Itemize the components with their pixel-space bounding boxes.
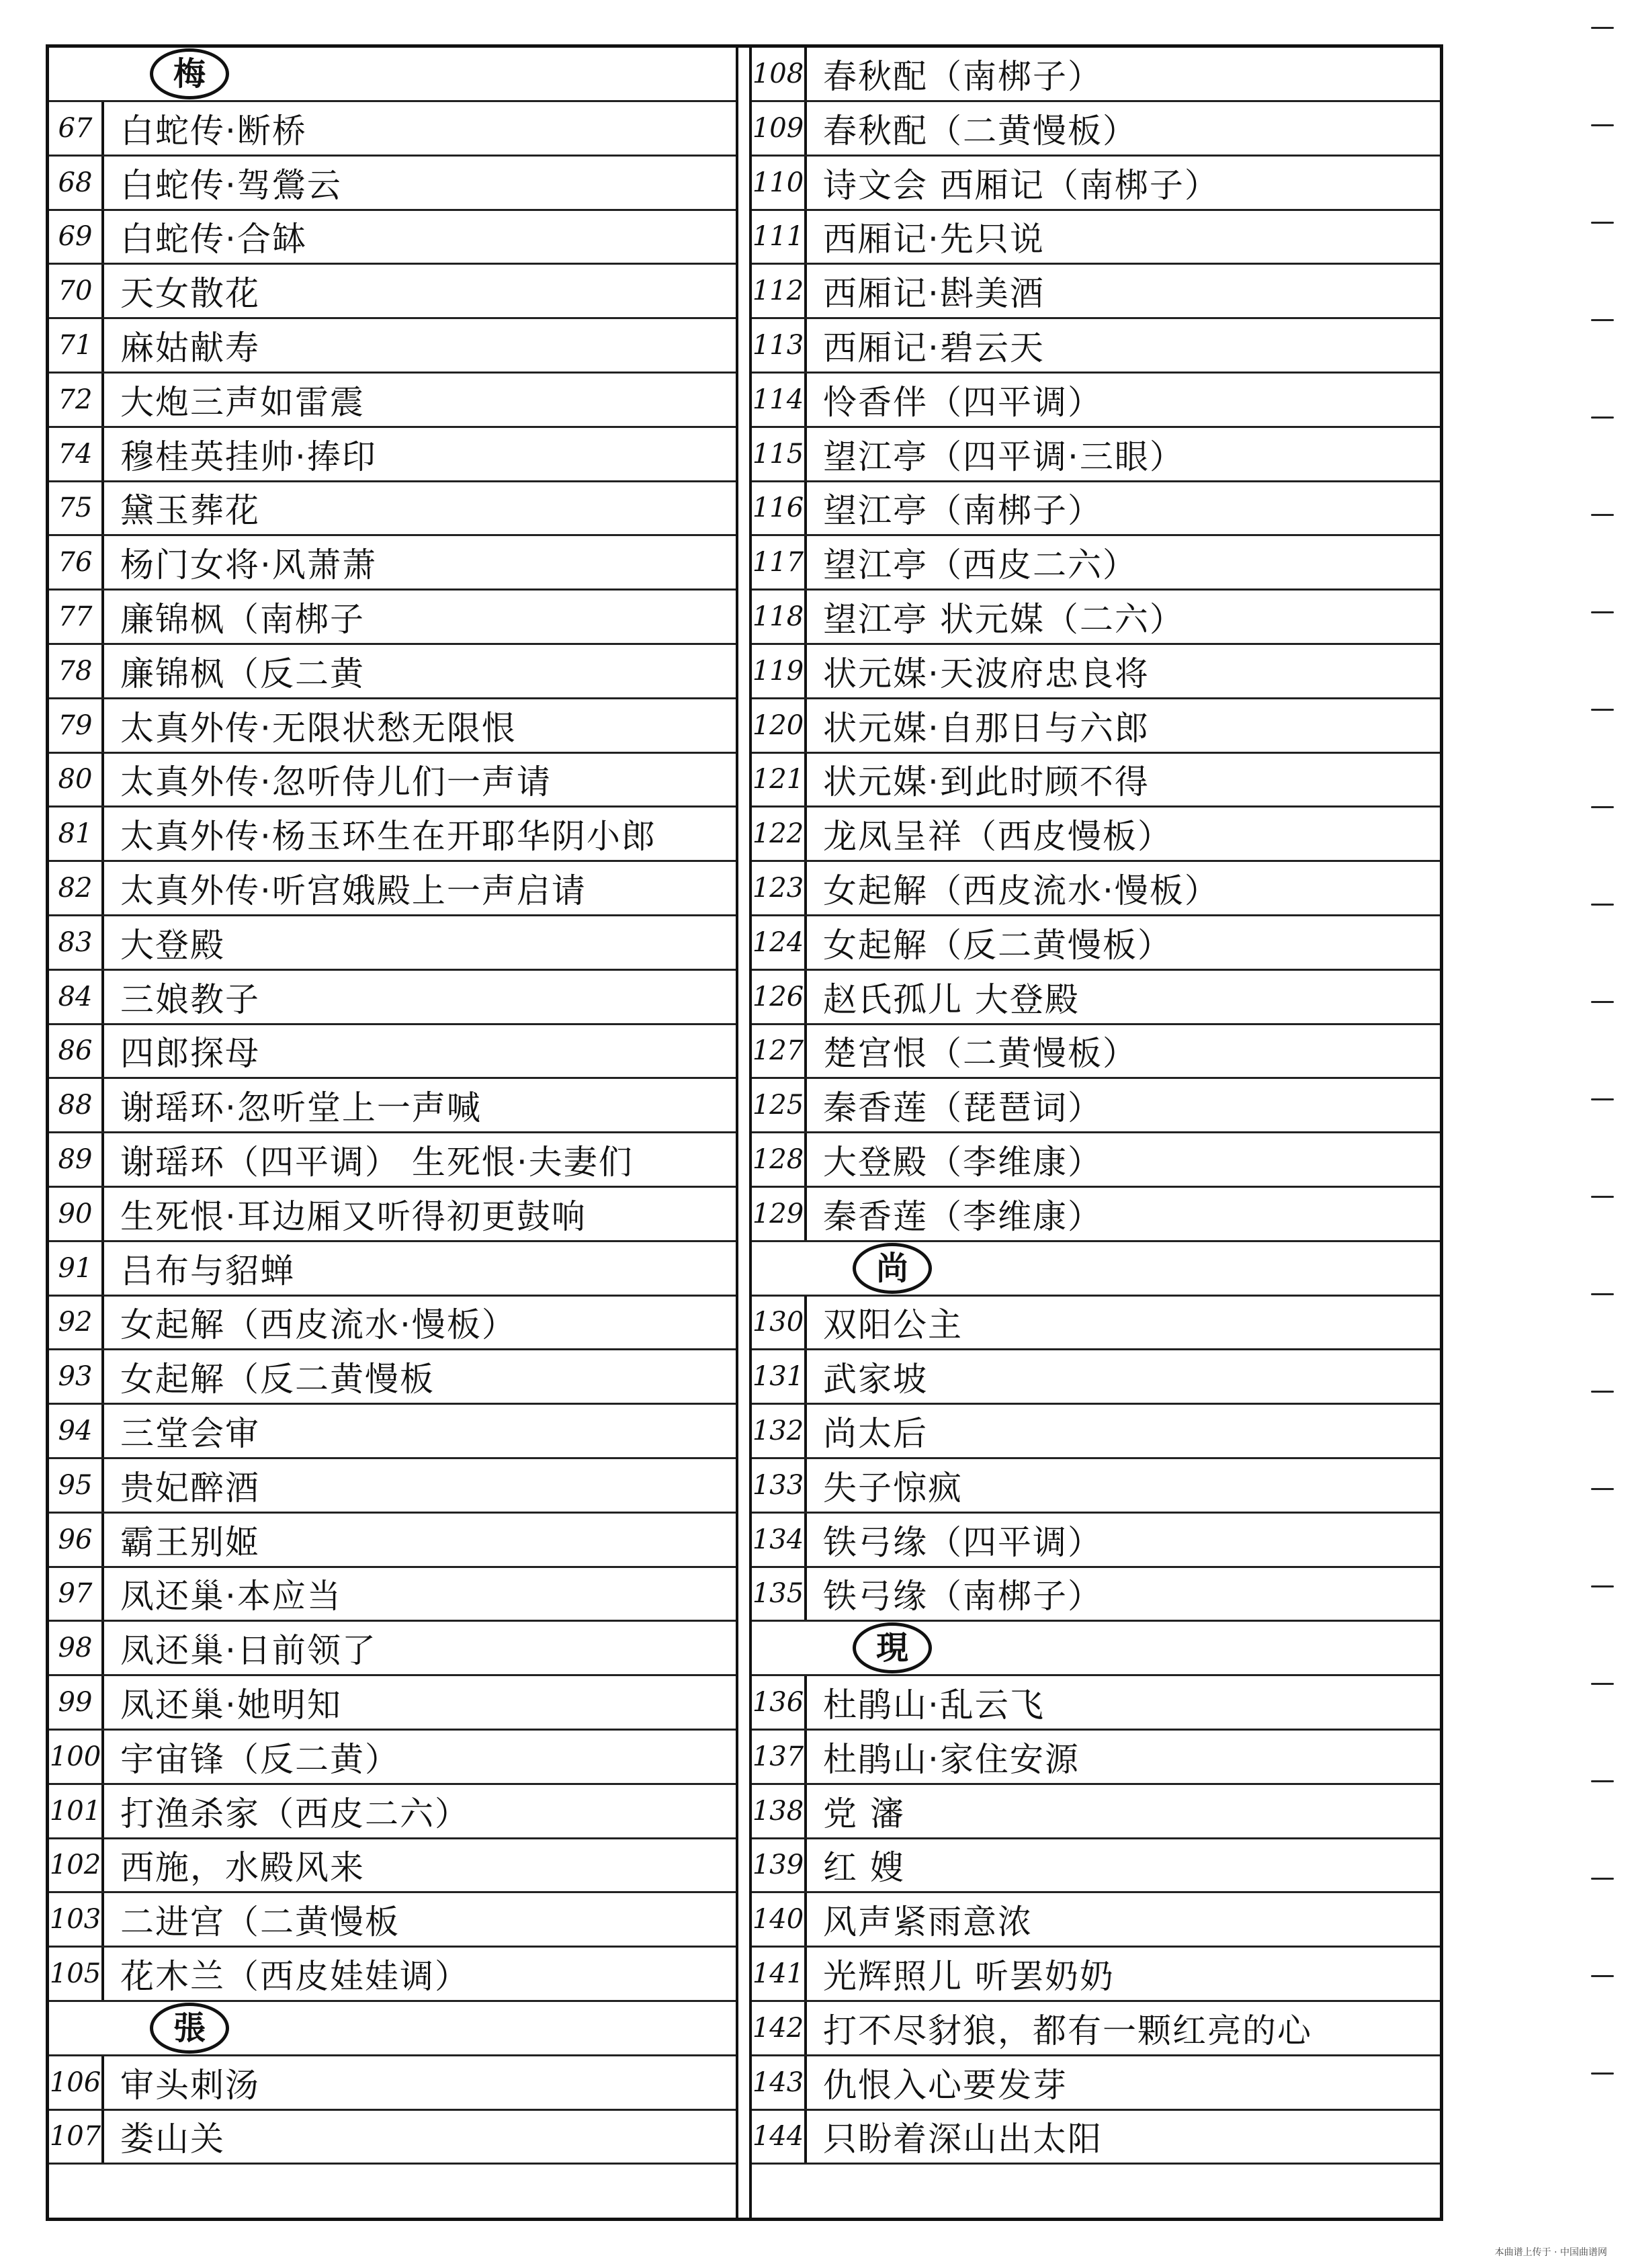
- row-title: 只盼着深山出太阳: [823, 2120, 1103, 2159]
- row-title: 西厢记·先只说: [823, 220, 1045, 259]
- margin-tick: [1591, 1683, 1614, 1685]
- row-title: 女起解（反二黄慢板）: [823, 925, 1172, 965]
- row-number: 129: [752, 1188, 807, 1240]
- table-row: [752, 1079, 1440, 1133]
- margin-tick: [1591, 611, 1614, 613]
- table-row: [752, 1839, 1440, 1893]
- row-number: 80: [49, 753, 104, 805]
- row-title: 三堂会审: [120, 1414, 260, 1453]
- table-row: [752, 210, 1440, 265]
- margin-tick: [1591, 1098, 1614, 1100]
- row-number: 75: [49, 482, 104, 534]
- row-title: 凤还巢·日前领了: [120, 1631, 377, 1671]
- row-number: 142: [752, 2002, 807, 2054]
- row-title: 太真外传·无限状愁无限恨: [120, 708, 517, 748]
- row-title: 怜香伴（四平调）: [823, 382, 1103, 422]
- row-number: 78: [49, 645, 104, 697]
- section-header: [49, 48, 736, 102]
- row-number: 130: [752, 1296, 807, 1348]
- table-row: [49, 1731, 736, 1785]
- row-number: 84: [49, 971, 104, 1023]
- row-title: 娄山关: [120, 2120, 225, 2159]
- row-title: 春秋配（南梆子）: [823, 57, 1103, 96]
- row-title: 铁弓缘（南梆子）: [823, 1577, 1103, 1616]
- row-number: 76: [49, 536, 104, 588]
- row-number: 91: [49, 1242, 104, 1295]
- section-header: [752, 1242, 1440, 1297]
- margin-tick: [1591, 1878, 1614, 1880]
- row-title: 太真外传·忽听侍儿们一声请: [120, 762, 552, 802]
- table-row: [49, 1350, 736, 1405]
- table-row: [752, 48, 1440, 102]
- row-title: 女起解（西皮流水·慢板）: [823, 871, 1219, 910]
- row-number: 82: [49, 862, 104, 914]
- row-number: 126: [752, 971, 807, 1023]
- table-row: [49, 1893, 736, 1948]
- row-title: 谢瑶环·忽听堂上一声喊: [120, 1088, 482, 1128]
- row-number: 90: [49, 1188, 104, 1240]
- row-number: 113: [752, 319, 807, 372]
- table-row: [49, 1785, 736, 1839]
- row-number: 128: [752, 1133, 807, 1186]
- table-row: [752, 536, 1440, 591]
- row-title: 春秋配（二黄慢板）: [823, 111, 1137, 150]
- margin-tick: [1591, 417, 1614, 419]
- table-row: [752, 1350, 1440, 1405]
- table-row: [752, 2002, 1440, 2056]
- section-header: [752, 1622, 1440, 1676]
- row-title: 女起解（反二黄慢板: [120, 1360, 435, 1399]
- table-row: [752, 1893, 1440, 1948]
- table-row: [49, 374, 736, 428]
- row-title: 麻姑献寿: [120, 329, 260, 367]
- margin-tick: [1591, 806, 1614, 808]
- table-row: [49, 210, 736, 265]
- section-label: 尚: [853, 1243, 932, 1294]
- table-row: [49, 591, 736, 645]
- table-row: [752, 862, 1440, 916]
- row-number: 136: [752, 1676, 807, 1729]
- table-row: [49, 1296, 736, 1350]
- row-title: 贵妃醉酒: [120, 1468, 260, 1508]
- row-title: 大登殿: [120, 925, 225, 965]
- row-number: 143: [752, 2056, 807, 2109]
- row-title: 霸王别姬: [120, 1522, 260, 1562]
- row-number: 105: [49, 1948, 104, 2000]
- table-row: [752, 1567, 1440, 1622]
- row-number: 131: [752, 1350, 807, 1403]
- row-number: 95: [49, 1459, 104, 1512]
- row-title: 西厢记·斟美酒: [823, 274, 1045, 314]
- table-row: [49, 2110, 736, 2165]
- row-number: 92: [49, 1296, 104, 1348]
- row-number: 72: [49, 374, 104, 426]
- row-number: 88: [49, 1079, 104, 1131]
- row-number: 122: [752, 808, 807, 860]
- margin-tick: [1591, 2073, 1614, 2075]
- row-title: 状元媒·天波府忠良将: [823, 654, 1150, 693]
- row-title: 党 瀋: [823, 1794, 905, 1833]
- footer-credit: 本曲谱上传于 · 中国曲谱网: [1494, 2247, 1607, 2258]
- row-title: 太真外传·杨玉环生在开耶华阴小郎: [120, 817, 656, 857]
- repertoire-table: [46, 44, 1443, 2221]
- table-row: [49, 1079, 736, 1133]
- row-title: 打不尽豺狼，都有一颗红亮的心: [823, 2011, 1312, 2050]
- row-title: 杨门女将·风萧萧: [120, 546, 377, 585]
- row-number: 106: [49, 2056, 104, 2109]
- table-row: [49, 482, 736, 536]
- table-row: [752, 1948, 1440, 2002]
- row-number: 132: [752, 1405, 807, 1457]
- row-title: 西厢记·碧云天: [823, 329, 1045, 367]
- row-number: 74: [49, 428, 104, 480]
- row-number: 117: [752, 536, 807, 588]
- row-title: 风声紧雨意浓: [823, 1903, 1033, 1942]
- table-row: [752, 2110, 1440, 2165]
- table-row: [49, 2056, 736, 2111]
- row-title: 武家坡: [823, 1360, 928, 1399]
- table-row: [752, 916, 1440, 971]
- row-number: 115: [752, 428, 807, 480]
- row-title: 太真外传·听宫娥殿上一声启请: [120, 871, 587, 910]
- margin-tick: [1591, 904, 1614, 906]
- table-row: [752, 1514, 1440, 1568]
- table-row: [752, 1405, 1440, 1459]
- row-number: 137: [752, 1731, 807, 1783]
- row-title: 尚太后: [823, 1414, 928, 1453]
- row-number: 79: [49, 699, 104, 752]
- row-title: 杜鹃山·家住安源: [823, 1739, 1080, 1779]
- margin-tick: [1591, 124, 1614, 126]
- row-title: 宇宙锋（反二黄）: [120, 1739, 400, 1779]
- margin-tick: [1591, 1488, 1614, 1490]
- margin-tick: [1591, 1585, 1614, 1587]
- row-number: 118: [752, 591, 807, 643]
- row-title: 秦香莲（李维康）: [823, 1196, 1103, 1236]
- table-row: [752, 1024, 1440, 1079]
- row-title: 双阳公主: [823, 1305, 963, 1345]
- row-number: 123: [752, 862, 807, 914]
- table-row: [49, 1567, 736, 1622]
- row-title: 状元媒·自那日与六郎: [823, 708, 1150, 748]
- margin-tick: [1591, 222, 1614, 224]
- section-label: 現: [853, 1622, 932, 1673]
- row-title: 白蛇传·断桥: [120, 111, 307, 150]
- row-title: 龙凤呈祥（西皮慢板）: [823, 817, 1172, 857]
- table-row: [49, 1948, 736, 2002]
- table-row: [49, 862, 736, 916]
- row-number: 96: [49, 1514, 104, 1566]
- row-title: 白蛇传·驾鶯云: [120, 165, 342, 205]
- row-title: 廉锦枫（反二黄: [120, 654, 365, 693]
- row-number: 100: [49, 1731, 104, 1783]
- table-row: [752, 1676, 1440, 1731]
- table-row: [752, 2056, 1440, 2111]
- table-row: [752, 1785, 1440, 1839]
- table-row: [752, 971, 1440, 1025]
- table-row: [752, 157, 1440, 211]
- row-number: 124: [752, 916, 807, 969]
- table-row: [49, 808, 736, 862]
- section-header: [49, 2002, 736, 2056]
- row-number: 108: [752, 48, 807, 100]
- row-title: 望江亭（西皮二六）: [823, 546, 1137, 585]
- table-row: [752, 482, 1440, 536]
- row-number: 110: [752, 157, 807, 209]
- row-title: 穆桂英挂帅·捧印: [120, 437, 377, 476]
- margin-tick: [1591, 27, 1614, 29]
- left-column: [49, 48, 738, 2218]
- row-number: 127: [752, 1024, 807, 1077]
- row-title: 秦香莲（琵琶词）: [823, 1088, 1103, 1128]
- row-title: 西施，水殿风来: [120, 1848, 365, 1888]
- row-number: 103: [49, 1893, 104, 1946]
- row-title: 凤还巢·她明知: [120, 1686, 342, 1725]
- margin-tick: [1591, 514, 1614, 516]
- table-row: [49, 753, 736, 808]
- row-title: 廉锦枫（南梆子: [120, 600, 365, 639]
- row-title: 凤还巢·本应当: [120, 1577, 342, 1616]
- table-row: [752, 1296, 1440, 1350]
- table-row: [752, 319, 1440, 374]
- row-number: 77: [49, 591, 104, 643]
- table-row: [49, 971, 736, 1025]
- row-number: 89: [49, 1133, 104, 1186]
- row-title: 大炮三声如雷震: [120, 382, 365, 422]
- row-number: 71: [49, 319, 104, 372]
- row-number: 69: [49, 210, 104, 263]
- row-title: 红 嫂: [823, 1848, 905, 1888]
- row-number: 141: [752, 1948, 807, 2000]
- table-row: [752, 808, 1440, 862]
- table-row: [752, 1459, 1440, 1514]
- table-row: [49, 1459, 736, 1514]
- row-title: 赵氏孤儿 大登殿: [823, 979, 1080, 1019]
- table-row: [49, 1514, 736, 1568]
- row-title: 诗文会 西厢记（南梆子）: [823, 165, 1219, 205]
- table-row: [752, 645, 1440, 699]
- row-number: 135: [752, 1567, 807, 1620]
- row-number: 67: [49, 102, 104, 155]
- row-number: 101: [49, 1785, 104, 1837]
- row-title: 审头刺汤: [120, 2065, 260, 2105]
- row-title: 望江亭（南梆子）: [823, 491, 1103, 531]
- row-title: 打渔杀家（西皮二六）: [120, 1794, 470, 1833]
- table-row: [49, 428, 736, 482]
- table-row: [49, 319, 736, 374]
- table-row: [752, 102, 1440, 157]
- margin-tick: [1591, 1391, 1614, 1393]
- margin-tick: [1591, 319, 1614, 321]
- table-row: [49, 1024, 736, 1079]
- row-number: 86: [49, 1024, 104, 1077]
- row-number: 114: [752, 374, 807, 426]
- table-row: [49, 1622, 736, 1676]
- margin-tick: [1591, 1196, 1614, 1198]
- right-column: [749, 48, 1440, 2218]
- table-row: [49, 1676, 736, 1731]
- row-number: 107: [49, 2110, 104, 2163]
- table-row: [752, 753, 1440, 808]
- margin-tick: [1591, 1001, 1614, 1003]
- margin-tick: [1591, 1780, 1614, 1782]
- row-number: 70: [49, 265, 104, 317]
- row-number: 109: [752, 102, 807, 155]
- table-row: [752, 591, 1440, 645]
- margin-tick: [1591, 709, 1614, 711]
- row-number: 81: [49, 808, 104, 860]
- row-number: 93: [49, 1350, 104, 1403]
- table-row: [49, 157, 736, 211]
- row-title: 望江亭（四平调·三眼）: [823, 437, 1185, 476]
- table-row: [49, 265, 736, 319]
- section-label: 張: [150, 2003, 229, 2054]
- row-title: 杜鹃山·乱云飞: [823, 1686, 1045, 1725]
- row-number: 134: [752, 1514, 807, 1566]
- row-number: 83: [49, 916, 104, 969]
- row-number: 119: [752, 645, 807, 697]
- row-title: 花木兰（西皮娃娃调）: [120, 1957, 470, 1996]
- row-title: 吕布与貂蝉: [120, 1251, 295, 1291]
- row-number: 139: [752, 1839, 807, 1891]
- table-row: [752, 1188, 1440, 1242]
- row-number: 94: [49, 1405, 104, 1457]
- table-row: [752, 699, 1440, 754]
- row-title: 状元媒·到此时顾不得: [823, 762, 1150, 802]
- row-title: 光辉照儿 听罢奶奶: [823, 1957, 1115, 1996]
- table-row: [49, 536, 736, 591]
- row-number: 111: [752, 210, 807, 263]
- table-row: [752, 1731, 1440, 1785]
- table-row: [752, 428, 1440, 482]
- row-number: 120: [752, 699, 807, 752]
- row-title: 仇恨入心要发芽: [823, 2065, 1068, 2105]
- margin-tick: [1591, 1293, 1614, 1295]
- row-title: 望江亭 状元媒（二六）: [823, 600, 1185, 639]
- row-title: 三娘教子: [120, 979, 260, 1019]
- row-title: 生死恨·耳边厢又听得初更鼓响: [120, 1196, 587, 1236]
- row-number: 68: [49, 157, 104, 209]
- table-row: [49, 916, 736, 971]
- table-row: [49, 645, 736, 699]
- table-row: [49, 102, 736, 157]
- row-title: 白蛇传·合缽: [120, 220, 307, 259]
- row-title: 大登殿（李维康）: [823, 1143, 1103, 1182]
- table-row: [49, 1133, 736, 1188]
- row-title: 四郎探母: [120, 1034, 260, 1074]
- row-title: 谢瑶环（四平调） 生死恨·夫妻们: [120, 1143, 634, 1182]
- table-row: [49, 1188, 736, 1242]
- table-row: [49, 699, 736, 754]
- row-number: 140: [752, 1893, 807, 1946]
- row-number: 121: [752, 753, 807, 805]
- row-number: 144: [752, 2110, 807, 2163]
- row-number: 138: [752, 1785, 807, 1837]
- row-title: 黛玉葬花: [120, 491, 260, 531]
- row-title: 女起解（西皮流水·慢板）: [120, 1305, 517, 1345]
- row-number: 112: [752, 265, 807, 317]
- row-number: 125: [752, 1079, 807, 1131]
- margin-tick: [1591, 1975, 1614, 1977]
- row-number: 133: [752, 1459, 807, 1512]
- table-row: [752, 1133, 1440, 1188]
- row-number: 116: [752, 482, 807, 534]
- row-title: 铁弓缘（四平调）: [823, 1522, 1103, 1562]
- table-row: [49, 1839, 736, 1893]
- row-number: 97: [49, 1567, 104, 1620]
- row-title: 失子惊疯: [823, 1468, 963, 1508]
- row-title: 天女散花: [120, 274, 260, 314]
- section-label: 梅: [150, 48, 229, 99]
- table-row: [49, 1405, 736, 1459]
- table-row: [752, 374, 1440, 428]
- row-number: 98: [49, 1622, 104, 1674]
- row-title: 楚宫恨（二黄慢板）: [823, 1034, 1137, 1074]
- table-row: [49, 1242, 736, 1297]
- row-number: 99: [49, 1676, 104, 1729]
- table-row: [752, 265, 1440, 319]
- row-title: 二进宫（二黄慢板: [120, 1903, 400, 1942]
- row-number: 102: [49, 1839, 104, 1891]
